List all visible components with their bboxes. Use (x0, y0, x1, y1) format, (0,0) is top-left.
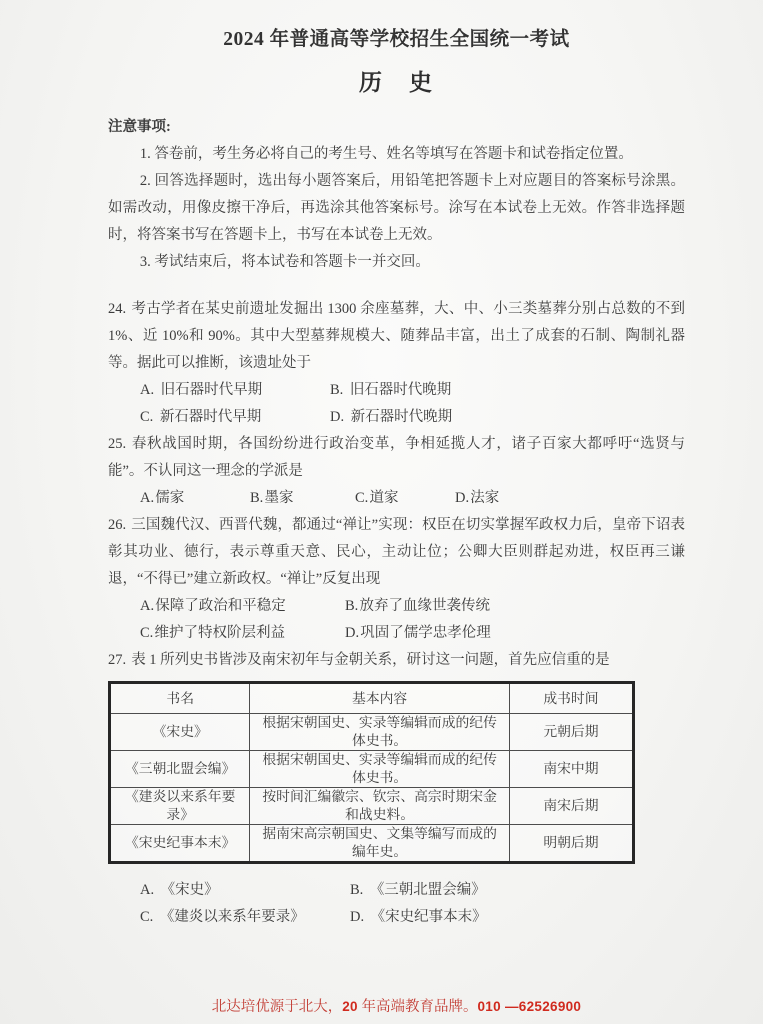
option-25-B (250, 485, 355, 512)
table-cell-content: 按时间汇编徽宗、钦宗、高宗时期宋金和战史料。 (250, 788, 509, 825)
option-text: 旧石器时代晚期 (349, 382, 452, 398)
option-text: 放弃了血缘世袭传统 (359, 598, 490, 614)
question-stem-text: 表 1 所列史书皆涉及南宋初年与金朝关系，研讨这一问题，首先应信重的是 (131, 652, 610, 668)
question-25-options (108, 485, 685, 512)
question-27 (108, 647, 685, 931)
footer-phone-number: 010 —62526900 (477, 999, 582, 1014)
question-27-stem (108, 647, 685, 674)
option-label: B. (345, 598, 359, 614)
option-24-C (140, 404, 330, 431)
option-27-C (140, 904, 350, 931)
option-label: A. (140, 382, 155, 398)
footer-slogan-text: 年高端教育品牌。 (357, 999, 478, 1015)
option-text: 法家 (470, 490, 500, 506)
table-row (110, 714, 634, 751)
option-label: A. (140, 490, 155, 506)
option-text: 儒家 (155, 490, 185, 506)
notice-item-3: 3. 考试结束后，将本试卷和答题卡一并交回。 (139, 254, 430, 270)
option-text: 维护了特权阶层利益 (154, 625, 285, 641)
option-label: D. (345, 625, 360, 641)
option-26-B (345, 593, 685, 620)
notice-item-1: 1. 答卷前，考生务必将自己的考生号、姓名等填写在答题卡和试卷指定位置。 (139, 146, 633, 162)
notice-section (108, 114, 685, 276)
table-cell-date: 南宋后期 (509, 788, 633, 825)
option-25-C (355, 485, 455, 512)
question-number: 26. (108, 517, 127, 533)
option-24-A (140, 377, 330, 404)
option-26-C (140, 620, 345, 647)
option-26-A (140, 593, 345, 620)
footer-brand-text: 北达培优源于北大， (211, 999, 343, 1015)
option-label: A. (140, 598, 155, 614)
option-label: C. (140, 909, 154, 925)
option-27-A (140, 877, 350, 904)
option-27-D (350, 904, 685, 931)
table-row (110, 751, 634, 788)
option-text: 保障了政治和平稳定 (155, 598, 286, 614)
option-text: 道家 (369, 490, 399, 506)
option-text: 《建炎以来系年要录》 (159, 909, 305, 925)
option-label: C. (355, 490, 369, 506)
table-cell-content: 根据宋朝国史、实录等编辑而成的纪传体史书。 (250, 751, 509, 788)
notice-item-2: 2. 回答选择题时，选出每小题答案后，用铅笔把答题卡上对应题目的答案标号涂黑。如需改动，用像皮擦干净后，再选涂其他答案标号。涂写在本试卷上无效。作答非选择题时，将答案书写在答题卡上，书写在本试卷上无效。 (108, 173, 685, 243)
option-26-D (345, 620, 685, 647)
table-header-date: 成书时间 (509, 683, 633, 714)
option-label: C. (140, 625, 154, 641)
question-stem-text: 考古学者在某史前遗址发掘出 1300 余座墓葬，大、中、小三类墓葬分别占总数的不到 1%、近 10%和 90%。其中大型墓葬规模大、随葬品丰富，出土了成套的石制、陶制礼器等。据此可以推断，该遗址处于 (108, 301, 685, 371)
table-row (110, 788, 634, 825)
option-label: B. (250, 490, 264, 506)
question-25-stem (108, 431, 685, 485)
option-text: 新石器时代晚期 (350, 409, 453, 425)
option-text: 新石器时代早期 (159, 409, 262, 425)
table-row (110, 825, 634, 863)
option-label: B. (350, 882, 364, 898)
table-cell-book: 《宋史纪事本末》 (110, 825, 250, 863)
option-25-D (455, 485, 685, 512)
table-header-book-title: 书名 (110, 683, 250, 714)
option-24-D (330, 404, 685, 431)
question-24-options (108, 377, 685, 431)
question-26-options (108, 593, 685, 647)
option-text: 旧石器时代早期 (160, 382, 263, 398)
table-1-history-books (108, 681, 635, 864)
option-label: B. (330, 382, 344, 398)
question-24 (108, 296, 685, 431)
option-label: D. (350, 909, 365, 925)
question-number: 25. (108, 436, 127, 452)
option-label: A. (140, 882, 155, 898)
footer-years-number: 20 (342, 999, 358, 1014)
table-cell-date: 南宋中期 (509, 751, 633, 788)
option-25-A (140, 485, 250, 512)
question-stem-text: 春秋战国时期，各国纷纷进行政治变革，争相延揽人才，诸子百家大都呼吁“选贤与能”。不认同这一理念的学派是 (108, 436, 685, 479)
option-text: 《宋史》 (160, 882, 219, 898)
notice-heading: 注意事项: (108, 119, 171, 135)
table-header-row (110, 683, 634, 714)
question-26 (108, 512, 685, 647)
question-number: 27. (108, 652, 127, 668)
option-label: D. (455, 490, 470, 506)
table-cell-book: 《宋史》 (110, 714, 250, 751)
question-24-stem (108, 296, 685, 377)
table-cell-book: 《建炎以来系年要录》 (110, 788, 250, 825)
table-cell-content: 据南宋高宗朝国史、文集等编写而成的编年史。 (250, 825, 509, 863)
question-stem-text: 三国魏代汉、西晋代魏，都通过“禅让”实现：权臣在切实掌握军政权力后，皇帝下诏表彰其功业、德行，表示尊重天意、民心，主动让位；公卿大臣则群起劝进，权臣再三谦退，“不得已”建立新政权。“禅让”反复出现 (108, 517, 685, 587)
table-header-content: 基本内容 (250, 683, 509, 714)
option-24-B (330, 377, 685, 404)
exam-title: 2024 年普通高等学校招生全国统一考试 (223, 29, 570, 50)
table-cell-date: 明朝后期 (509, 825, 633, 863)
option-text: 墨家 (264, 490, 294, 506)
option-label: D. (330, 409, 345, 425)
table-cell-book: 《三朝北盟会编》 (110, 751, 250, 788)
subject-title: 历 史 (359, 70, 434, 95)
footer-ad (108, 993, 685, 1021)
question-26-stem (108, 512, 685, 593)
table-cell-date: 元朝后期 (509, 714, 633, 751)
question-number: 24. (108, 301, 127, 317)
option-27-B (350, 877, 685, 904)
option-label: C. (140, 409, 154, 425)
question-27-options (108, 877, 685, 931)
option-text: 《三朝北盟会编》 (369, 882, 486, 898)
option-text: 巩固了儒学忠孝伦理 (360, 625, 491, 641)
table-cell-content: 根据宋朝国史、实录等编辑而成的纪传体史书。 (250, 714, 509, 751)
question-25 (108, 431, 685, 512)
option-text: 《宋史纪事本末》 (370, 909, 487, 925)
